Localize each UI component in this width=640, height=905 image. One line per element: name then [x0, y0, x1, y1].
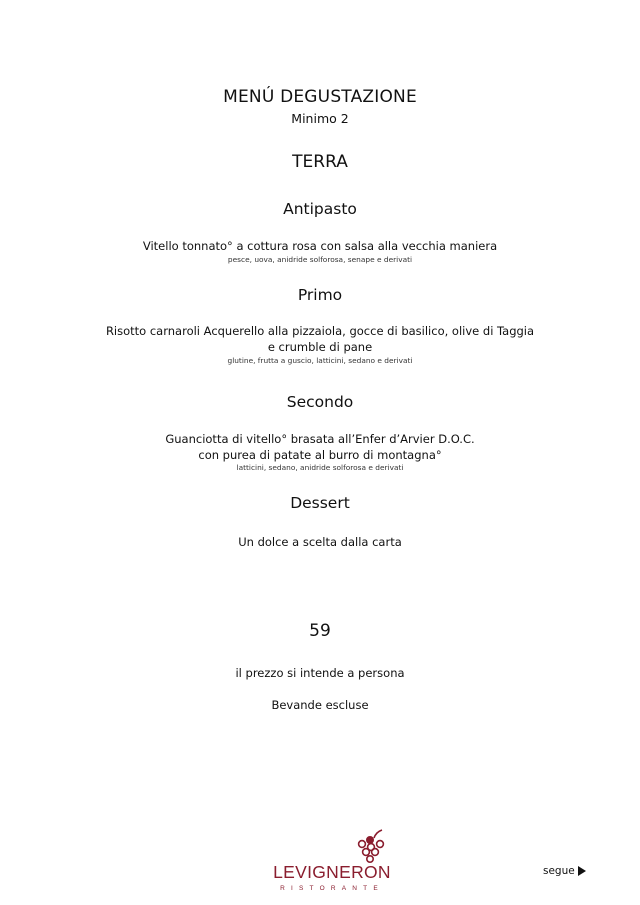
- course-secondo-title: Secondo: [286, 393, 354, 411]
- price-note: il prezzo si intende a persona: [235, 666, 405, 680]
- course-primo-title: Primo: [297, 286, 343, 304]
- course-secondo-allergens: latticini, sedano, anidride solforosa e derivati: [236, 463, 404, 472]
- menu-title: MENÚ DEGUSTAZIONE: [223, 87, 417, 107]
- course-antipasto-allergens: pesce, uova, anidride solforosa, senape e derivati: [227, 255, 413, 264]
- next-page-link[interactable]: [543, 865, 586, 877]
- course-primo-dish: [0, 323, 640, 355]
- course-antipasto-title: Antipasto: [283, 200, 357, 218]
- course-dessert-title: Dessert: [290, 494, 350, 512]
- logo-subtext: RISTORANTE: [280, 885, 384, 892]
- logo-wordmark: LEVIGNERON: [273, 862, 391, 882]
- course-secondo-dish: [0, 431, 640, 463]
- restaurant-logo: [262, 828, 402, 898]
- dish-line: Risotto carnaroli Acquerello alla pizzaiola, gocce di basilico, olive di Taggia: [105, 324, 535, 338]
- section-title: TERRA: [292, 152, 348, 172]
- course-antipasto-dish: [0, 238, 640, 254]
- next-page-label: segue: [543, 865, 575, 877]
- dish-line: e crumble di pane: [267, 340, 373, 354]
- grape-icon: [262, 828, 402, 864]
- course-dessert-dish: [0, 534, 640, 550]
- play-arrow-icon: [578, 866, 586, 876]
- drinks-note: Bevande escluse: [271, 698, 369, 712]
- menu-subtitle: Minimo 2: [291, 111, 349, 126]
- menu-price: 59: [309, 621, 331, 641]
- dish-line: con purea di patate al burro di montagna°: [198, 448, 442, 462]
- course-primo-allergens: glutine, frutta a guscio, latticini, sedano e derivati: [227, 356, 413, 365]
- dish-line: Un dolce a scelta dalla carta: [238, 535, 402, 549]
- dish-line: Vitello tonnato° a cottura rosa con salsa alla vecchia maniera: [142, 239, 498, 253]
- dish-line: Guanciotta di vitello° brasata all’Enfer d’Arvier D.O.C.: [165, 432, 475, 446]
